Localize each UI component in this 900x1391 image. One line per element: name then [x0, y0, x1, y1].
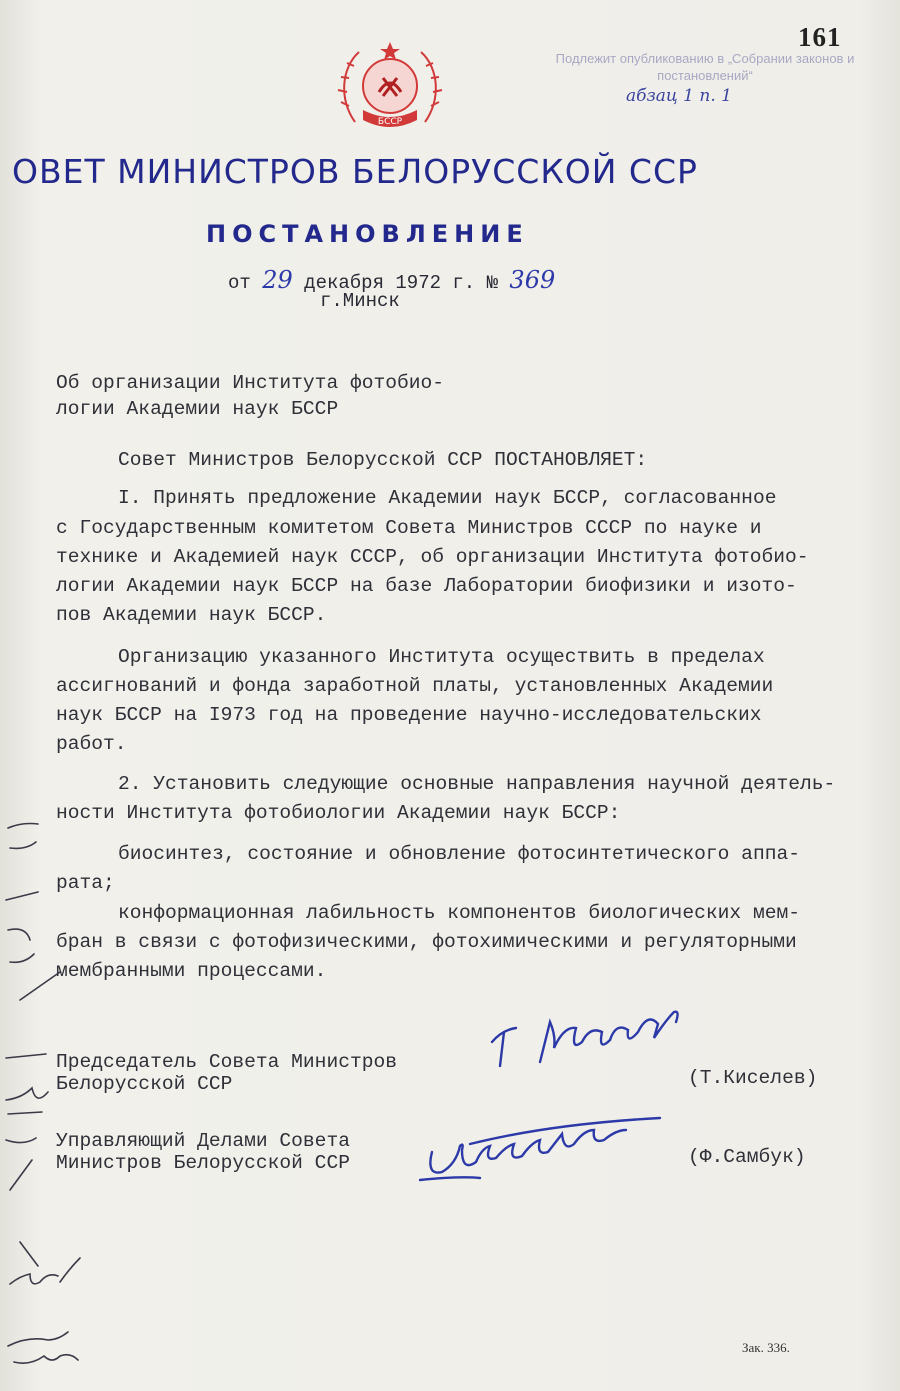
paragraph-line: рата; — [56, 872, 115, 894]
date-day: 29 — [262, 266, 293, 294]
state-emblem-icon — [335, 34, 445, 138]
handwritten-note: абзац 1 п. 1 — [626, 86, 732, 106]
paragraph-line: пов Академии наук БССР. — [56, 604, 327, 626]
paragraph-line: биосинтез, состояние и обновление фотосинтетического аппа- — [118, 843, 800, 865]
paragraph-line: Организацию указанного Института осуществить в пределах — [118, 646, 765, 668]
paragraph-line: технике и Академией наук СССР, об организации Института фотобио- — [56, 546, 809, 568]
publication-stamp: Подлежит опубликованию в „Собрании законов и постановлений“ — [555, 51, 855, 83]
signatory-title: Белорусской ССР — [56, 1073, 233, 1095]
order-number: Зак. 336. — [742, 1340, 790, 1355]
decree-number: 369 — [509, 266, 556, 294]
subject-line: логии Академии наук БССР — [56, 398, 339, 420]
signature-sambuk — [420, 1118, 660, 1180]
document-title: ПОСТАНОВЛЕНИЕ — [206, 220, 529, 248]
paragraph-line: ассигнований и фонда заработной платы, установленных Академии — [56, 675, 774, 697]
signatory-title: Председатель Совета Министров — [56, 1051, 397, 1073]
emblem-label: БССР — [377, 117, 403, 127]
signatory-title: Министров Белорусской ССР — [56, 1152, 350, 1174]
signature-kiselev — [492, 1012, 678, 1066]
paragraph-line: конформационная лабильность компонентов биологических мем- — [118, 902, 800, 924]
signatory-title: Управляющий Делами Совета — [56, 1130, 350, 1152]
paragraph-line: 2. Установить следующие основные направления научной деятель- — [118, 773, 836, 795]
signatory-name: (Ф.Самбук) — [688, 1146, 806, 1168]
paragraph-line: работ. — [56, 733, 127, 755]
paragraph-line: мембранными процессами. — [56, 960, 327, 982]
paragraph-line: ности Института фотобиологии Академии наук БССР: — [56, 802, 621, 824]
paragraph-line: I. Принять предложение Академии наук БССР, согласованное — [118, 487, 777, 509]
date-month-year: декабря 1972 г. № — [304, 272, 499, 294]
subject-line: Об организации Института фотобио- — [56, 372, 445, 394]
paragraph-line: наук БССР на I973 год на проведение научно-исследовательских — [56, 704, 762, 726]
council-header: ОВЕТ МИНИСТРОВ БЕЛОРУССКОЙ ССР — [12, 152, 698, 191]
paragraph-line: бран в связи с фотофизическими, фотохимическими и регуляторными — [56, 931, 797, 953]
paragraph-line: с Государственным комитетом Совета Министров СССР по науке и — [56, 517, 762, 539]
paragraph-line: логии Академии наук БССР на базе Лаборатории биофизики и изото- — [56, 575, 797, 597]
preamble: Совет Министров Белорусской ССР ПОСТАНОВЛЯЕТ: — [118, 449, 648, 471]
city: г.Минск — [320, 290, 400, 312]
signatory-name: (Т.Киселев) — [688, 1067, 818, 1089]
date-prefix: от — [228, 272, 251, 294]
page-number: 161 — [798, 22, 842, 52]
